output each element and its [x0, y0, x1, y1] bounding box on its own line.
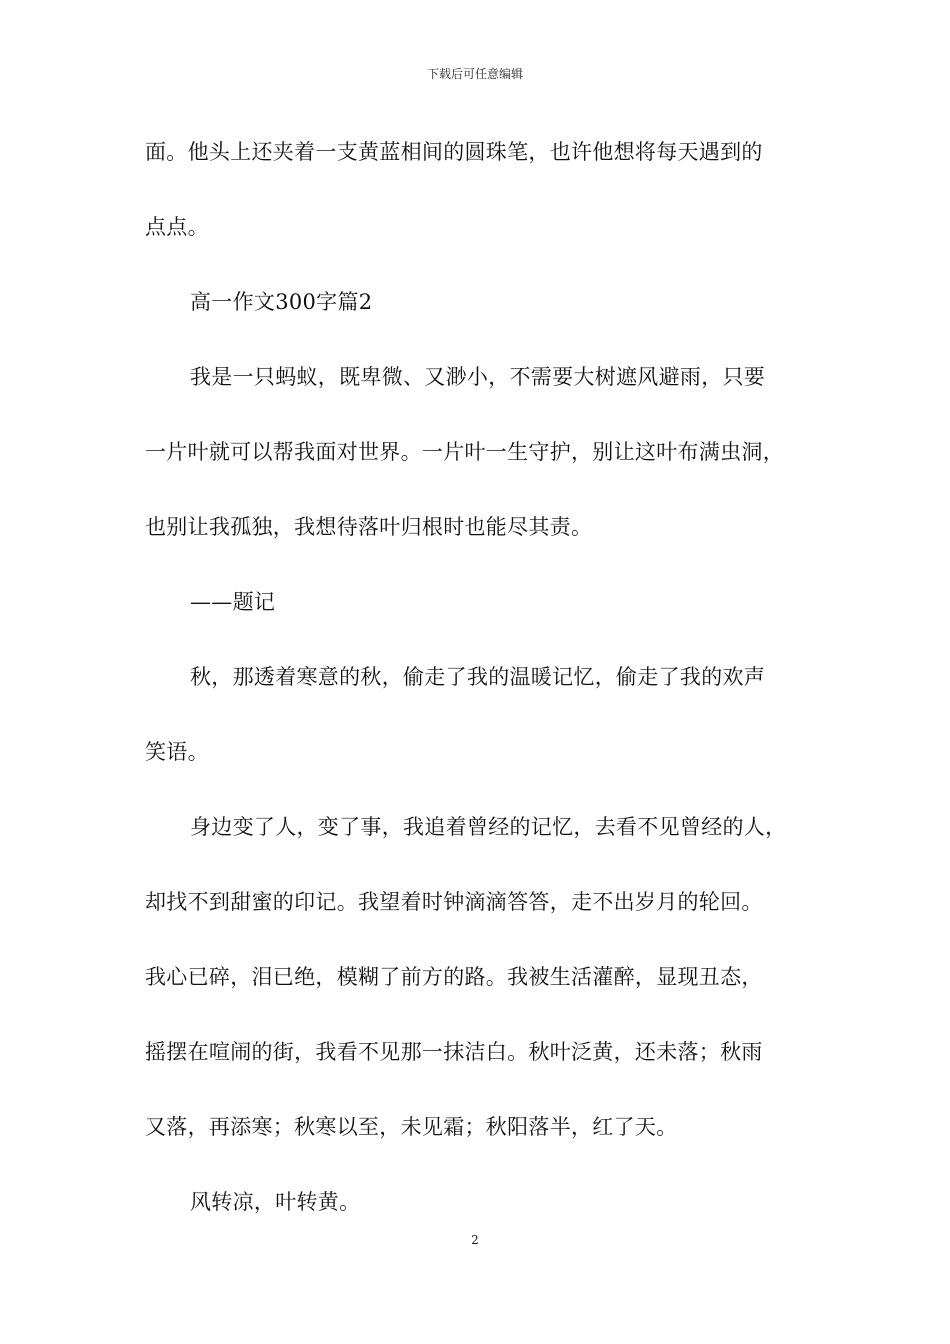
page-header: 下载后可任意编辑 — [426, 67, 523, 81]
epigraph-attribution: ——题记 — [190, 590, 276, 614]
text-line: 一片叶就可以帮我面对世界。一片叶一生守护，别让这叶布满虫洞， — [145, 440, 784, 464]
page-number: 2 — [471, 1233, 479, 1247]
text-line: 摇摆在喧闹的街，我看不见那一抹洁白。秋叶泛黄，还未落；秋雨 — [145, 1040, 763, 1064]
text-line: 我心已碎，泪已绝，模糊了前方的路。我被生活灌醉，显现丑态， — [145, 965, 763, 989]
text-line: 身边变了人，变了事，我追着曾经的记忆，去看不见曾经的人， — [190, 815, 787, 839]
text-line: 又落，再添寒；秋寒以至，未见霜；秋阳落半，红了天。 — [145, 1115, 678, 1139]
document-body — [145, 130, 810, 1255]
text-line: 面。他头上还夹着一支黄蓝相间的圆珠笔，也许他想将每天遇到的 — [145, 140, 763, 164]
text-line: 也别让我孤独，我想待落叶归根时也能尽其责。 — [145, 515, 593, 539]
text-line: 笑语。 — [145, 740, 209, 764]
text-line: 却找不到甜蜜的印记。我望着时钟滴滴答答，走不出岁月的轮回。 — [145, 890, 763, 914]
section-heading: 高一作文300字篇2 — [190, 290, 373, 314]
text-line: 秋，那透着寒意的秋，偷走了我的温暖记忆，偷走了我的欢声 — [190, 665, 766, 689]
text-line: 我是一只蚂蚁，既卑微、又渺小，不需要大树遮风避雨，只要 — [190, 365, 766, 389]
text-line: 点点。 — [145, 215, 209, 239]
text-line: 风转凉，叶转黄。 — [190, 1190, 361, 1214]
